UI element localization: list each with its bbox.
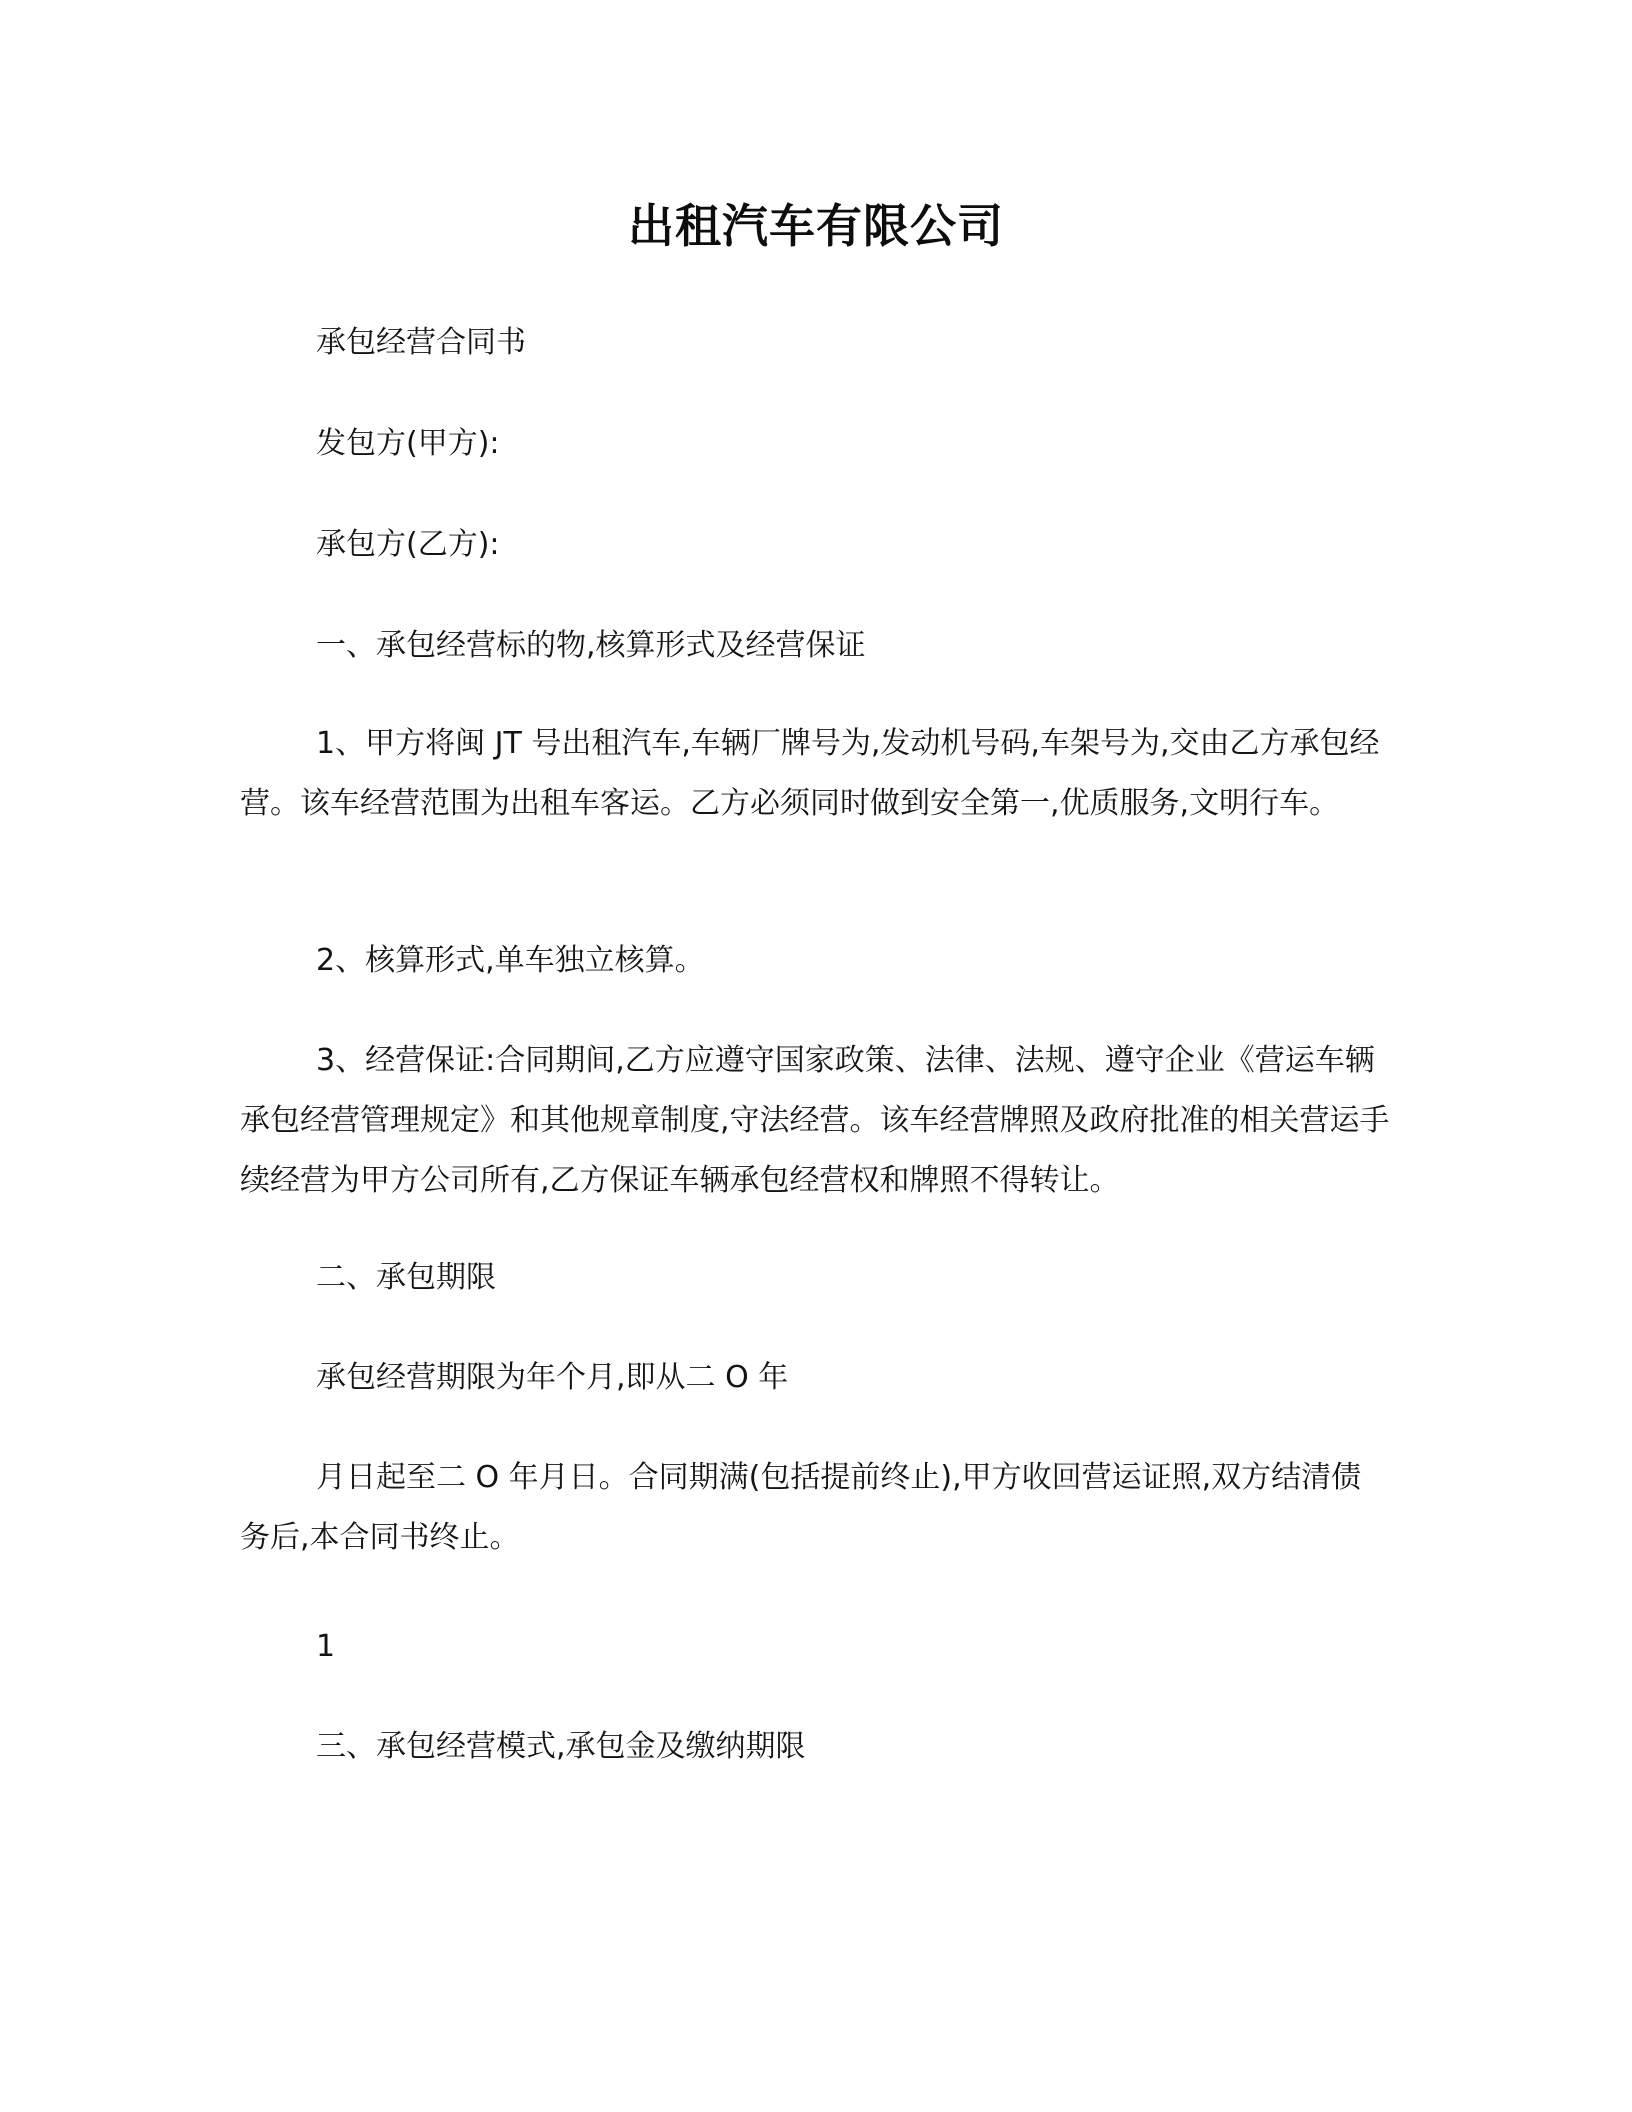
party-a-label: 发包方(甲方): (316, 426, 500, 461)
clause-2-paragraph: 2、核算形式,单车独立核算。 (316, 943, 705, 978)
section-3-heading: 三、承包经营模式,承包金及缴纳期限 (316, 1729, 806, 1764)
page-title: 出租汽车有限公司 (628, 199, 1004, 253)
term-line-1: 承包经营期限为年个月,即从二 O 年 (316, 1360, 789, 1395)
term-line-2: 月日起至二 O 年月日。合同期满(包括提前终止),甲方收回营运证照,双方结清债务后,本合同书终止。 (240, 1460, 1362, 1555)
contract-name: 承包经营合同书 (316, 325, 526, 360)
clause-1-paragraph: 1、甲方将闽 JT 号出租汽车,车辆厂牌号为,发动机号码,车架号为,交由乙方承包经营。该车经营范围为出租车客运。乙方必须同时做到安全第一,优质服务,文明行车。 (240, 726, 1380, 821)
page-number: 1 (316, 1629, 336, 1664)
clause-3-paragraph: 3、经营保证:合同期间,乙方应遵守国家政策、法律、法规、遵守企业《营运车辆承包经营管理规定》和其他规章制度,守法经营。该车经营牌照及政府批准的相关营运手续经营为甲方公司所有,乙方保证车辆承包经营权和牌照不得转让。 (240, 1043, 1390, 1198)
section-2-heading: 二、承包期限 (316, 1260, 496, 1295)
section-1-heading: 一、承包经营标的物,核算形式及经营保证 (316, 628, 866, 663)
party-b-label: 承包方(乙方): (316, 527, 500, 562)
